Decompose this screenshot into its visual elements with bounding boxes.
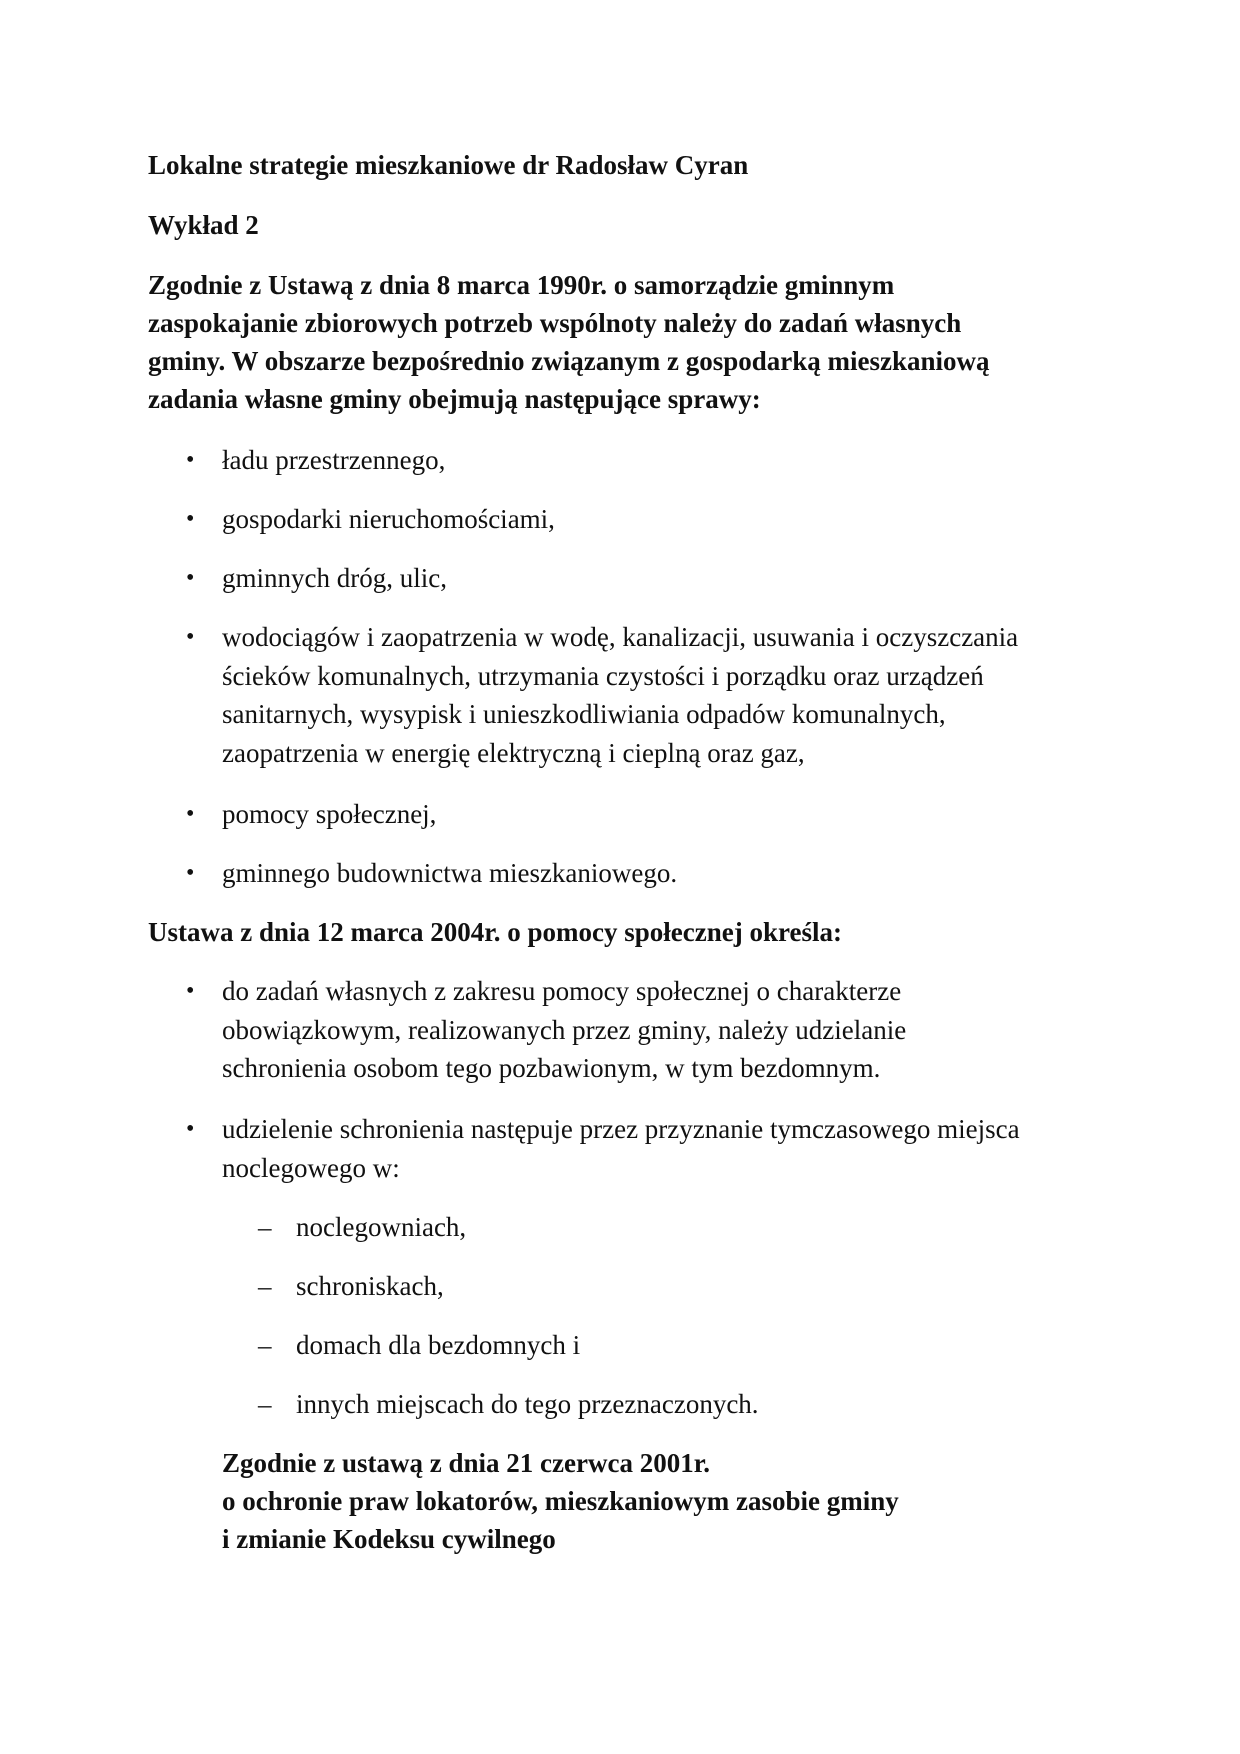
task-item xyxy=(222,854,677,893)
task-item xyxy=(222,559,447,598)
bullet-marker: • xyxy=(186,506,195,532)
task-item-line: ładu przestrzennego, xyxy=(222,445,446,475)
intro-line: gminy. W obszarze bezpośrednio związanym z gospodarką mieszkaniową xyxy=(148,346,990,376)
dash-marker: – xyxy=(258,1389,272,1419)
act-item xyxy=(222,972,906,1088)
act-item-line: noclegowego w: xyxy=(222,1152,400,1183)
act-2001-line: Zgodnie z ustawą z dnia 21 czerwca 2001r. xyxy=(222,1448,710,1478)
task-item-line: gospodarki nieruchomościami, xyxy=(222,504,555,534)
shelter-place-item: innych miejscach do tego przeznaczonych. xyxy=(296,1389,759,1419)
act-2001-line: o ochronie praw lokatorów, mieszkaniowym zasobie gminy xyxy=(222,1486,899,1516)
intro-line: Zgodnie z Ustawą z dnia 8 marca 1990r. o samorządzie gminnym xyxy=(148,270,895,300)
bullet-marker: • xyxy=(186,1116,195,1142)
task-item-line: pomocy społecznej, xyxy=(222,799,437,829)
act-item-line: udzielenie schronienia następuje przez przyznanie tymczasowego miejsca xyxy=(222,1114,1020,1144)
act-item-line: schronienia osobom tego pozbawionym, w tym bezdomnym. xyxy=(222,1053,881,1083)
intro-line: zaspokajanie zbiorowych potrzeb wspólnoty należy do zadań własnych xyxy=(148,308,962,338)
shelter-place-item: noclegowniach, xyxy=(296,1212,467,1242)
section-heading: Ustawa z dnia 12 marca 2004r. o pomocy społecznej określa: xyxy=(148,917,842,947)
lecture-number: Wykład 2 xyxy=(148,210,259,240)
intro-line: zadania własne gminy obejmują następujące sprawy: xyxy=(148,384,761,414)
task-item-line: gminnych dróg, ulic, xyxy=(222,563,447,593)
task-item xyxy=(222,500,555,539)
bullet-marker: • xyxy=(186,447,195,473)
act-item xyxy=(222,1110,1020,1187)
task-item-line: ścieków komunalnych, utrzymania czystości i porządku oraz urządzeń xyxy=(222,660,984,691)
task-item xyxy=(222,618,1018,772)
task-item xyxy=(222,795,436,834)
bullet-marker: • xyxy=(186,624,195,650)
task-item-line: wodociągów i zaopatrzenia w wodę, kanalizacji, usuwania i oczyszczania xyxy=(222,622,1019,652)
bullet-marker: • xyxy=(186,801,195,827)
shelter-place-item: domach dla bezdomnych i xyxy=(296,1330,581,1360)
dash-marker: – xyxy=(258,1271,272,1301)
task-item-line: zaopatrzenia w energię elektryczną i cieplną oraz gaz, xyxy=(222,737,805,768)
task-item-line: gminnego budownictwa mieszkaniowego. xyxy=(222,858,678,888)
document-title: Lokalne strategie mieszkaniowe dr Radosław Cyran xyxy=(148,150,749,180)
task-item xyxy=(222,441,445,480)
bullet-marker: • xyxy=(186,565,195,591)
dash-marker: – xyxy=(258,1212,272,1242)
act-item-line: obowiązkowym, realizowanych przez gminy, należy udzielanie xyxy=(222,1014,907,1045)
task-item-line: sanitarnych, wysypisk i unieszkodliwiania odpadów komunalnych, xyxy=(222,699,946,729)
shelter-place-item: schroniskach, xyxy=(296,1271,444,1301)
bullet-marker: • xyxy=(186,978,195,1004)
bullet-marker: • xyxy=(186,860,195,886)
act-item-line: do zadań własnych z zakresu pomocy społecznej o charakterze xyxy=(222,976,902,1006)
dash-marker: – xyxy=(258,1330,272,1360)
act-2001-line: i zmianie Kodeksu cywilnego xyxy=(222,1524,556,1554)
